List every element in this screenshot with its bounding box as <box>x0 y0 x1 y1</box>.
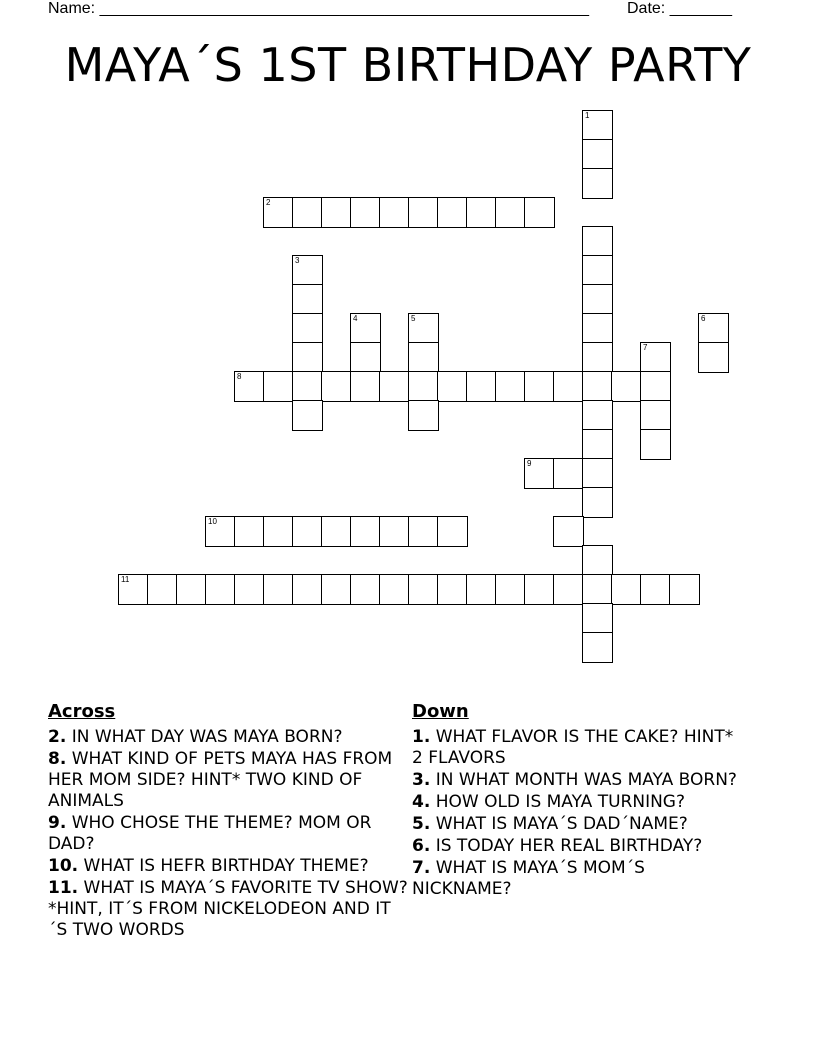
grid-cell[interactable] <box>263 197 294 228</box>
clue-number: 6. <box>412 836 431 856</box>
cell-number: 6 <box>701 314 706 323</box>
grid-cell[interactable] <box>495 574 526 605</box>
grid-cell[interactable] <box>698 342 729 373</box>
clue-text: IS TODAY HER REAL BIRTHDAY? <box>435 836 703 856</box>
grid-cell[interactable] <box>640 429 671 460</box>
clue-number: 9. <box>48 813 67 833</box>
clue-number: 2. <box>48 727 67 747</box>
clue-number: 4. <box>412 792 431 812</box>
grid-cell[interactable] <box>582 255 613 286</box>
across-clue <box>48 856 408 877</box>
down-clues <box>412 700 742 901</box>
grid-cell[interactable] <box>292 284 323 315</box>
grid-cell[interactable] <box>640 371 671 402</box>
grid-cell[interactable] <box>582 168 613 199</box>
grid-cell[interactable] <box>292 255 323 286</box>
grid-cell[interactable] <box>234 516 265 547</box>
clue-number: 11. <box>48 878 79 898</box>
grid-cell[interactable] <box>582 429 613 460</box>
grid-cell[interactable] <box>292 342 323 373</box>
grid-cell[interactable] <box>640 342 671 373</box>
grid-cell[interactable] <box>292 574 323 605</box>
grid-cell[interactable] <box>321 197 352 228</box>
grid-cell[interactable] <box>495 197 526 228</box>
grid-cell[interactable] <box>640 574 671 605</box>
cell-number: 8 <box>237 372 242 381</box>
grid-cell[interactable] <box>582 400 613 431</box>
grid-cell[interactable] <box>205 516 236 547</box>
grid-cell[interactable] <box>321 516 352 547</box>
grid-cell[interactable] <box>350 342 381 373</box>
grid-cell[interactable] <box>350 371 381 402</box>
grid-cell[interactable] <box>408 342 439 373</box>
down-clue <box>412 836 742 857</box>
grid-cell[interactable] <box>321 371 352 402</box>
grid-cell[interactable] <box>553 516 584 547</box>
grid-cell[interactable] <box>379 574 410 605</box>
cell-number: 4 <box>353 314 358 323</box>
grid-cell[interactable] <box>582 487 613 518</box>
clue-text: WHAT FLAVOR IS THE CAKE? HINT* 2 FLAVORS <box>412 727 734 768</box>
grid-cell[interactable] <box>582 574 613 605</box>
down-clue <box>412 727 742 769</box>
grid-cell[interactable] <box>437 516 468 547</box>
down-clue <box>412 792 742 813</box>
grid-cell[interactable] <box>640 400 671 431</box>
grid-cell[interactable] <box>437 574 468 605</box>
clue-text: WHO CHOSE THE THEME? MOM OR DAD? <box>48 813 372 854</box>
grid-cell[interactable] <box>582 371 613 402</box>
clue-text: HOW OLD IS MAYA TURNING? <box>435 792 685 812</box>
grid-cell[interactable] <box>582 226 613 257</box>
grid-cell[interactable] <box>379 371 410 402</box>
grid-cell[interactable] <box>321 574 352 605</box>
grid-cell[interactable] <box>292 516 323 547</box>
down-clue <box>412 858 742 900</box>
grid-cell[interactable] <box>408 371 439 402</box>
grid-cell[interactable] <box>234 371 265 402</box>
grid-cell[interactable] <box>408 574 439 605</box>
grid-cell[interactable] <box>292 197 323 228</box>
grid-cell[interactable] <box>437 197 468 228</box>
cell-number: 5 <box>411 314 416 323</box>
grid-cell[interactable] <box>292 313 323 344</box>
grid-cell[interactable] <box>408 516 439 547</box>
grid-cell[interactable] <box>379 516 410 547</box>
grid-cell[interactable] <box>524 197 555 228</box>
grid-cell[interactable] <box>263 371 294 402</box>
grid-cell[interactable] <box>582 139 613 170</box>
grid-cell[interactable] <box>263 516 294 547</box>
grid-cell[interactable] <box>582 110 613 141</box>
grid-cell[interactable] <box>698 313 729 344</box>
name-field-label: Name: _______________________________________________________ <box>48 0 589 17</box>
grid-cell[interactable] <box>466 371 497 402</box>
clue-number: 1. <box>412 727 431 747</box>
date-field-label: Date: _______ <box>627 0 732 17</box>
grid-cell[interactable] <box>582 545 613 576</box>
clue-text: WHAT IS MAYA´S DAD´NAME? <box>435 814 688 834</box>
grid-cell[interactable] <box>495 371 526 402</box>
grid-cell[interactable] <box>582 603 613 634</box>
cell-number: 7 <box>643 343 648 352</box>
down-clue <box>412 814 742 835</box>
grid-cell[interactable] <box>350 574 381 605</box>
clue-number: 8. <box>48 749 67 769</box>
across-clue <box>48 727 408 748</box>
clue-text: IN WHAT MONTH WAS MAYA BORN? <box>435 770 737 790</box>
across-clue <box>48 813 408 855</box>
cell-number: 10 <box>208 517 217 526</box>
clue-text: WHAT KIND OF PETS MAYA HAS FROM HER MOM SIDE? HINT* TWO KIND OF ANIMALS <box>48 749 393 811</box>
across-heading: Across <box>48 701 116 722</box>
grid-cell[interactable] <box>611 371 642 402</box>
puzzle-title: MAYA´S 1ST BIRTHDAY PARTY <box>64 38 752 92</box>
down-heading: Down <box>412 701 469 722</box>
grid-cell[interactable] <box>553 458 584 489</box>
grid-cell[interactable] <box>408 400 439 431</box>
clue-text: WHAT IS MAYA´S FAVORITE TV SHOW? *HINT, IT´S FROM NICKELODEON AND IT´S TWO WORDS <box>48 878 408 940</box>
clue-number: 5. <box>412 814 431 834</box>
grid-cell[interactable] <box>553 371 584 402</box>
grid-cell[interactable] <box>408 313 439 344</box>
grid-cell[interactable] <box>524 458 555 489</box>
grid-cell[interactable] <box>263 574 294 605</box>
cell-number: 3 <box>295 256 300 265</box>
cell-number: 9 <box>527 459 532 468</box>
grid-cell[interactable] <box>524 371 555 402</box>
clue-text: WHAT IS HEFR BIRTHDAY THEME? <box>83 856 369 876</box>
grid-cell[interactable] <box>350 197 381 228</box>
grid-cell[interactable] <box>408 197 439 228</box>
grid-cell[interactable] <box>611 574 642 605</box>
grid-cell[interactable] <box>350 313 381 344</box>
grid-cell[interactable] <box>234 574 265 605</box>
clue-number: 7. <box>412 858 431 878</box>
grid-cell[interactable] <box>524 574 555 605</box>
grid-cell[interactable] <box>147 574 178 605</box>
grid-cell[interactable] <box>350 516 381 547</box>
grid-cell[interactable] <box>582 632 613 663</box>
clue-number: 3. <box>412 770 431 790</box>
grid-cell[interactable] <box>553 574 584 605</box>
grid-cell[interactable] <box>437 371 468 402</box>
grid-cell[interactable] <box>466 197 497 228</box>
grid-cell[interactable] <box>205 574 236 605</box>
grid-cell[interactable] <box>379 197 410 228</box>
cell-number: 11 <box>121 575 130 584</box>
grid-cell[interactable] <box>582 458 613 489</box>
cell-number: 1 <box>585 111 590 120</box>
grid-cell[interactable] <box>176 574 207 605</box>
clue-text: IN WHAT DAY WAS MAYA BORN? <box>71 727 343 747</box>
across-clue <box>48 749 408 812</box>
across-clues <box>48 700 408 942</box>
grid-cell[interactable] <box>582 342 613 373</box>
grid-cell[interactable] <box>118 574 149 605</box>
grid-cell[interactable] <box>292 400 323 431</box>
clue-text: WHAT IS MAYA´S MOM´S NICKNAME? <box>412 858 645 899</box>
cell-number: 2 <box>266 198 271 207</box>
grid-cell[interactable] <box>669 574 700 605</box>
grid-cell[interactable] <box>582 313 613 344</box>
grid-cell[interactable] <box>292 371 323 402</box>
across-clue <box>48 878 408 941</box>
clue-number: 10. <box>48 856 79 876</box>
grid-cell[interactable] <box>582 284 613 315</box>
down-clue <box>412 770 742 791</box>
grid-cell[interactable] <box>466 574 497 605</box>
